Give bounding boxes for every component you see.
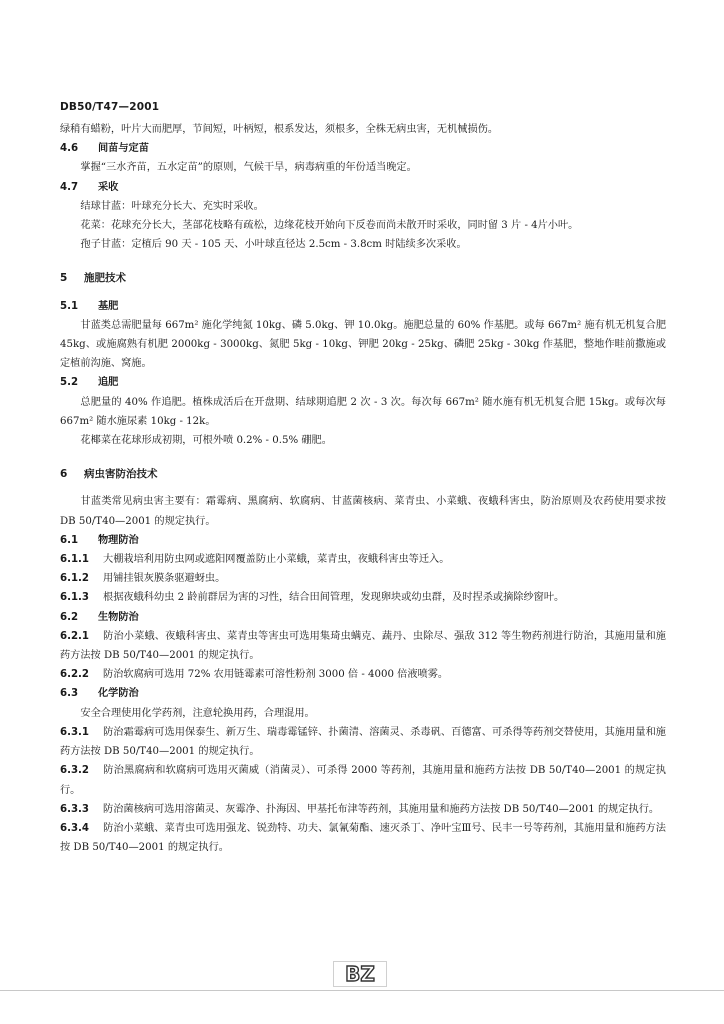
clause-text: 用铺挂银灰膜条驱避蚜虫。 — [103, 573, 226, 585]
clause-text: 根据夜蛾科幼虫 2 龄前群居为害的习性，结合田间管理，发现卵块或幼虫群，及时捏杀或摘除纱窗叶。 — [103, 592, 565, 604]
section-title: 基肥 — [98, 300, 119, 312]
paragraph: 甘蓝类常见病虫害主要有：霜霉病、黑腐病、软腐病、甘蓝菌核病、菜青虫、小菜蛾、夜蛾科害虫，防治原则及农药使用要求按 DB 50/T40—2001 的规定执行。 — [60, 496, 666, 527]
clause-6-1-1 — [60, 550, 666, 569]
section-title: 采收 — [98, 181, 119, 193]
clause-number: 6.2.2 — [60, 669, 90, 681]
section-title: 追肥 — [98, 377, 119, 389]
clause-text: 大棚栽培利用防虫网或遮阳网覆盖防止小菜蛾，菜青虫，夜蛾科害虫等迁入。 — [103, 554, 450, 566]
section-number: 5.2 — [60, 377, 79, 389]
clause-text: 防治小菜蛾、夜蛾科害虫、菜青虫等害虫可选用集琦虫螨克、蔬丹、虫除尽、强敌 312 等生物药剂进行防治，其施用量和施药方法按 DB 50/T40—2001 的规定执行。 — [60, 630, 666, 662]
clause-number: 6.2.1 — [60, 630, 90, 642]
section-number: 4.7 — [60, 181, 79, 193]
clause-number: 6.3.1 — [60, 726, 90, 738]
clause-number: 6.1.2 — [60, 573, 90, 585]
clause-number: 6.3.2 — [60, 765, 90, 777]
paragraph-continuation: 绿稍有蜡粉，叶片大而肥厚，节间短，叶柄短，根系发达，须根多，全株无病虫害，无机械损伤。 — [60, 124, 499, 135]
clause-6-3-2 — [60, 761, 666, 799]
section-title: 施肥技术 — [84, 272, 126, 285]
clause-number: 6.3.4 — [60, 822, 90, 834]
document-body — [60, 120, 666, 857]
clause-6-3-3 — [60, 800, 666, 819]
clause-6-1-2 — [60, 569, 666, 588]
section-4-7-heading — [60, 178, 666, 197]
section-5-2-heading — [60, 373, 666, 392]
paragraph: 花椰菜在花球形成初期，可根外喷 0.2% - 0.5% 硼肥。 — [80, 435, 332, 447]
paragraph: 甘蓝类总需肥量每 667m² 施化学纯氮 10kg、磷 5.0kg、钾 10.0kg。施肥总量的 60% 作基肥。或每 667m² 施有机无机复合肥 45kg、或施腐熟有机肥 2000kg - 3000kg、氮肥 5kg - 10kg、钾肥 20kg - 25kg、磷肥 25kg - 30kg 作基肥，整地作畦前撒施或定植前沟施、窝施。 — [60, 319, 666, 370]
paragraph: 结球甘蓝：叶球充分长大、充实时采收。 — [80, 200, 264, 212]
paragraph: 总肥量的 40% 作追肥。植株成活后在开盘期、结球期追肥 2 次 - 3 次。每次每 667m² 随水施有机无机复合肥 15kg。或每次每 667m² 随水施尿素 10kg - 12k。 — [60, 396, 666, 427]
clause-text: 防治菌核病可选用溶菌灵、灰霉净、扑海因、甲基托布津等药剂，其施用量和施药方法按 DB 50/T40—2001 的规定执行。 — [103, 803, 660, 815]
clause-6-3-4 — [60, 819, 666, 857]
clause-text: 防治小菜蛾、菜青虫可选用强龙、锐劲特、功夫、氯氰菊酯、速灭杀丁、净叶宝Ⅲ号、民丰一号等药剂，其施用量和施药方法按 DB 50/T40—2001 的规定执行。 — [60, 822, 666, 854]
section-6-1-heading — [60, 531, 666, 550]
clause-number: 6.3.3 — [60, 803, 90, 815]
clause-number: 6.1.1 — [60, 554, 90, 566]
clause-6-2-1 — [60, 627, 666, 665]
section-number: 6 — [60, 468, 68, 481]
section-title: 化学防治 — [98, 688, 139, 700]
section-6-3-heading — [60, 684, 666, 703]
bz-logo — [333, 961, 387, 987]
clause-number: 6.1.3 — [60, 592, 90, 604]
section-title: 物理防治 — [98, 534, 139, 546]
section-number: 4.6 — [60, 143, 79, 155]
section-number: 5.1 — [60, 300, 79, 312]
paragraph: 花菜：花球充分长大，茎部花枝略有疏松，边缘花枝开始向下反卷而尚未散开时采收，同时留 3 片 - 4片小叶。 — [80, 220, 579, 232]
clause-6-3-1 — [60, 723, 666, 761]
section-number: 6.3 — [60, 688, 79, 700]
clause-6-2-2 — [60, 665, 666, 684]
paragraph: 安全合理使用化学药剂，注意轮换用药，合理混用。 — [80, 707, 315, 719]
section-title: 间苗与定苗 — [98, 143, 149, 155]
footer-rule — [0, 990, 724, 991]
section-title: 生物防治 — [98, 611, 139, 623]
section-5-heading — [60, 269, 666, 288]
paragraph: 掌握“三水齐苗，五水定苗”的原则，气候干旱，病毒病重的年份适当晚定。 — [80, 162, 417, 174]
paragraph: 孢子甘蓝：定植后 90 天 - 105 天、小叶球直径达 2.5cm - 3.8cm 时陆续多次采收。 — [80, 239, 467, 251]
section-number: 6.2 — [60, 611, 79, 623]
section-4-6-heading — [60, 139, 666, 158]
section-6-2-heading — [60, 608, 666, 627]
section-6-heading — [60, 465, 666, 484]
clause-text: 防治黑腐病和软腐病可选用灭菌威（消菌灵）、可杀得 2000 等药剂，其施用量和施药方法按 DB 50/T40—2001 的规定执行。 — [60, 765, 666, 796]
section-title: 病虫害防治技术 — [84, 468, 158, 481]
logo-text: BZ — [345, 962, 375, 986]
section-5-1-heading — [60, 297, 666, 316]
section-number: 6.1 — [60, 534, 79, 546]
clause-text: 防治软腐病可选用 72% 农用链霉素可溶性粉剂 3000 倍 - 4000 倍液喷雾。 — [103, 669, 449, 681]
clause-6-1-3 — [60, 588, 666, 607]
standard-code: DB50/T47—2001 — [60, 101, 160, 113]
clause-text: 防治霜霉病可选用保泰生、新万生、瑞毒霉锰锌、扑菌清、溶菌灵、杀毒矾、百德富、可杀得等药剂交替使用，其施用量和施药方法按 DB 50/T40—2001 的规定执行。 — [60, 726, 666, 758]
section-number: 5 — [60, 272, 68, 285]
